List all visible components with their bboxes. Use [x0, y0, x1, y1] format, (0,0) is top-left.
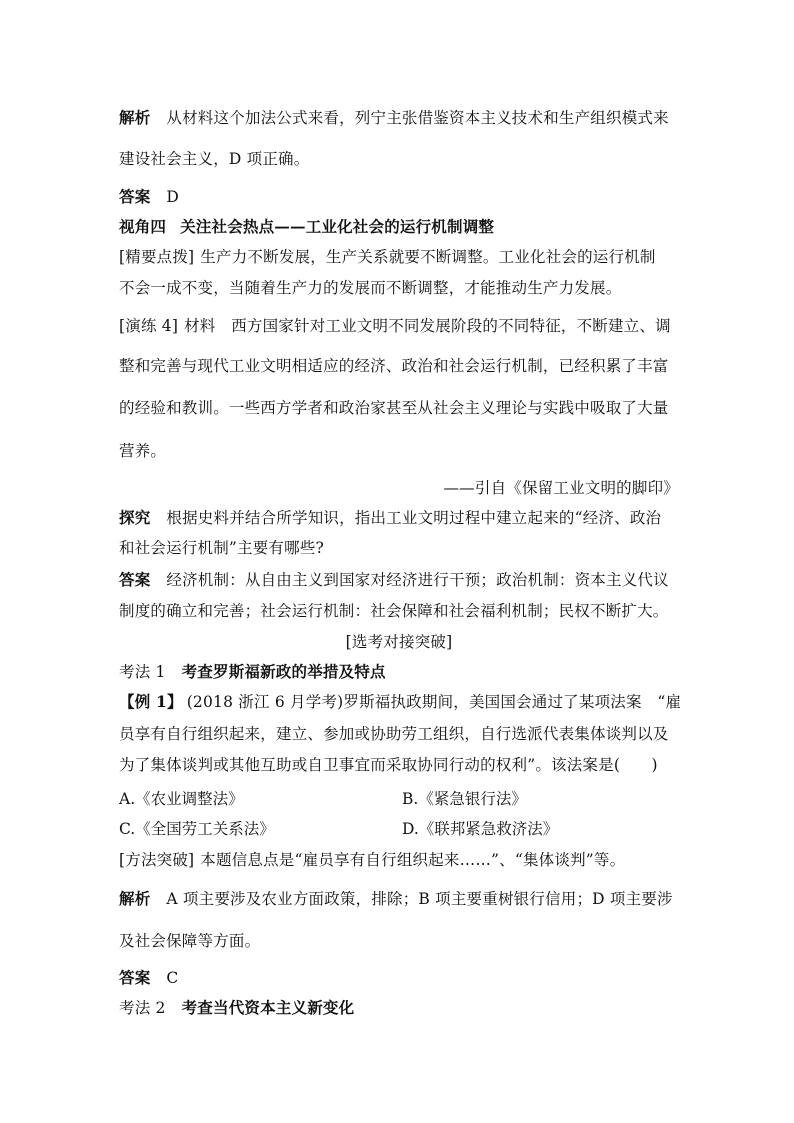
analysis2-line-1: [119, 889, 679, 909]
answer-line-3: 制度的确立和完善；社会运行机制：社会保障和社会福利机制；民权不断扩大。: [119, 602, 669, 620]
example-line-3: 为了集体谈判或其他互助或自卫事宜而采取协同行动的权利”。该法案是( ): [119, 756, 658, 774]
exercise-line-4: 营养。: [119, 442, 167, 460]
explore-text-1: 根据史料并结合所学知识，指出工业文明过程中建立起来的“经济、政治: [166, 509, 662, 527]
exercise-text-1: 材料 西方国家针对工业文明不同发展阶段的不同特征，不断建立、调: [184, 317, 671, 335]
answer-label: 答案: [119, 187, 151, 206]
viewpoint-heading: [119, 217, 679, 237]
method-text: 本题信息点是“雇员享有自行组织起来……”、“集体谈判”等。: [200, 851, 626, 869]
example-tag: 【例 1】: [119, 692, 183, 711]
example-source: (2018 浙江 6 月学考): [186, 693, 344, 711]
viewpoint-text: 关注社会热点——工业化社会的运行机制调整: [180, 217, 495, 236]
method1-heading: [119, 662, 679, 682]
exercise-line-2: 整和完善与现代工业文明相适应的经济、政治和社会运行机制，已经积累了丰富: [119, 357, 669, 375]
explore-line-2: 和社会运行机制”主要有哪些?: [119, 539, 325, 557]
explore-tag: 探究: [119, 508, 151, 527]
analysis-line-1: [119, 108, 679, 128]
analysis2-line-2: 及社会保障等方面。: [119, 932, 261, 950]
method-tag: [方法突破]: [119, 851, 195, 869]
method1-text: 考查罗斯福新政的举措及特点: [181, 662, 386, 681]
tips-line-1: [119, 247, 679, 267]
analysis-text: 从材料这个加法公式来看，列宁主张借鉴资本主义技术和生产组织模式来: [166, 109, 669, 127]
tips-text-1: 生产力不断发展，生产关系就要不断调整。工业化社会的运行机制: [200, 248, 656, 266]
exercise-tag: [演练 4]: [119, 317, 179, 335]
example-line-1: [119, 692, 682, 712]
analysis-label-2: 解析: [119, 889, 151, 908]
answer-value: D: [166, 188, 180, 206]
option-a: A.《农业调整法》: [119, 790, 244, 808]
option-d: D.《联邦紧急救济法》: [402, 820, 559, 838]
analysis2-text-1: A 项主要涉及农业方面政策，排除；B 项主要重树银行信用；D 项主要涉: [166, 890, 673, 908]
answer-line-2: [119, 570, 679, 590]
answer-line-4: [119, 968, 679, 988]
method1-prefix: 考法 1: [119, 663, 166, 681]
tips-tag: [精要点拨]: [119, 248, 195, 266]
analysis-label: 解析: [119, 108, 151, 127]
answer-value-3: C: [166, 969, 179, 987]
option-c: C.《全国劳工关系法》: [119, 820, 275, 838]
method-tips-line: [119, 850, 679, 870]
exercise-line-3: 的经验和教训。一些西方学者和政治家甚至从社会主义理论与实践中吸取了大量: [119, 399, 669, 417]
example-text-1: 罗斯福执政期间，美国国会通过了某项法案 “雇: [343, 693, 682, 711]
section-title: [选考对接突破]: [345, 633, 453, 651]
tips-line-2: 不会一成不变，当随着生产力的发展而不断调整，才能推动生产力发展。: [119, 279, 622, 297]
explore-line-1: [119, 508, 679, 528]
option-b: B.《紧急银行法》: [402, 790, 527, 808]
answer-text-2a: 经济机制：从自由主义到国家对经济进行干预；政治机制：资本主义代议: [166, 571, 669, 589]
answer-label-2: 答案: [119, 570, 151, 589]
exercise-line-1: [119, 316, 679, 336]
method2-text: 考查当代资本主义新变化: [181, 998, 355, 1017]
answer-line-1: [119, 187, 679, 207]
example-line-2: 员享有自行组织起来，建立、参加或协助劳工组织，自行选派代表集体谈判以及: [119, 725, 669, 743]
method2-prefix: 考法 2: [119, 999, 166, 1017]
viewpoint-prefix: 视角四: [119, 217, 167, 236]
answer-label-3: 答案: [119, 968, 151, 987]
method2-heading: [119, 998, 679, 1018]
citation: ——引自《保留工业文明的脚印》: [443, 479, 679, 497]
analysis-line-2: 建设社会主义，D 项正确。: [119, 150, 310, 168]
